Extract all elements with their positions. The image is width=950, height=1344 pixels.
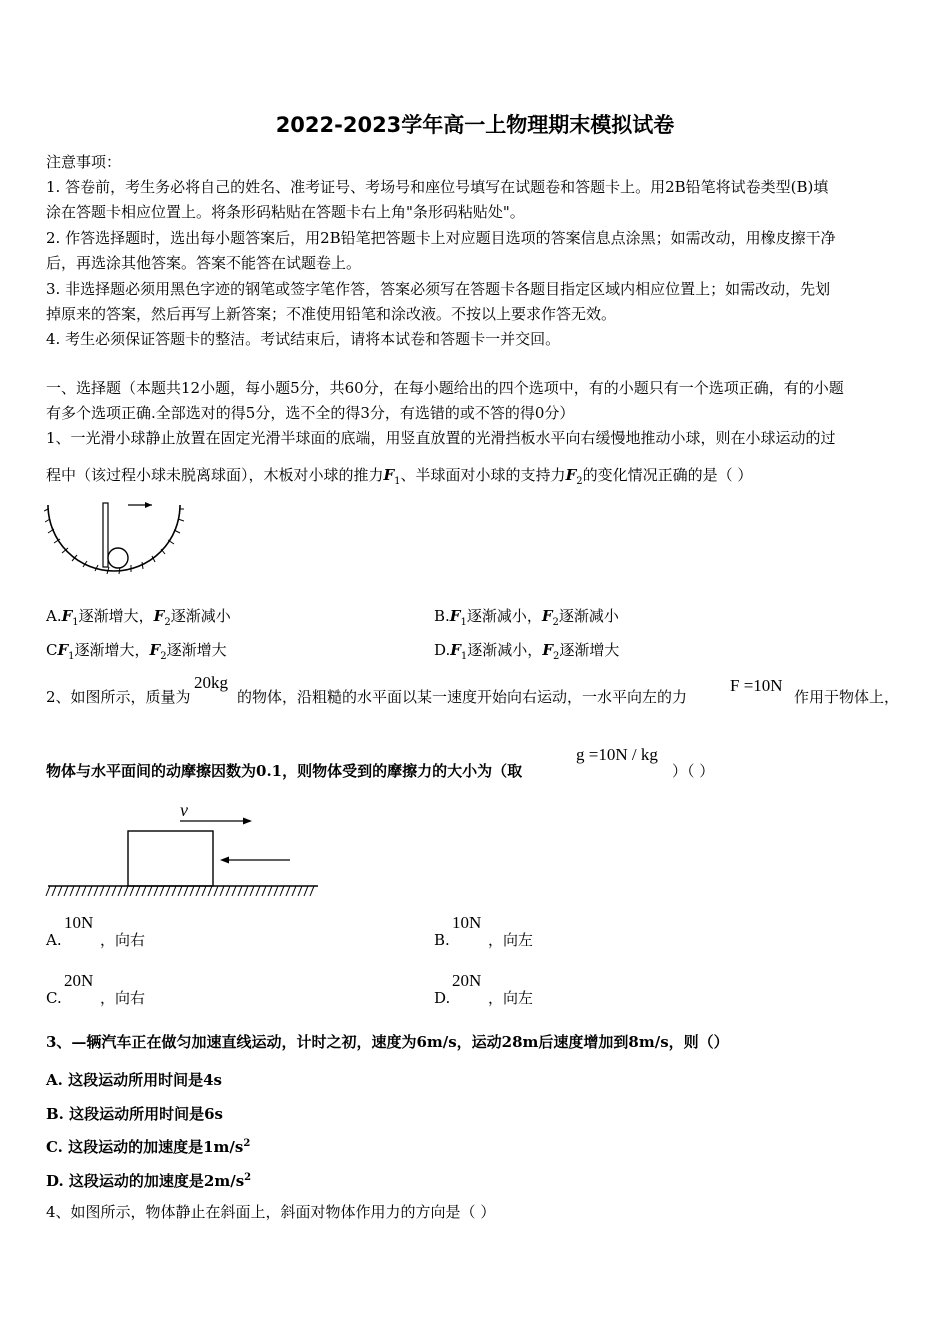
section-heading: 一、选择题（本题共12小题，每小题5分，共60分，在每小题给出的四个选项中，有的小题只有一个选项正确，有的小题 [46,379,844,397]
option-b[interactable]: B. 这段运动所用时间是6s [46,1105,224,1123]
section-heading: 有多个选项正确.全部选对的得5分，选不全的得3分，有选错的或不答的得0分） [46,404,575,422]
option-c[interactable]: $CF_1$逐渐增大，$F_2$逐渐增大 [46,641,227,662]
notice-line: 掉原来的答案，然后再写上新答案；不准使用铅笔和涂改液。不按以上要求作答无效。 [46,305,617,323]
question-3-stem: 3、—辆汽车正在做匀加速直线运动，计时之初，速度为6m/s，运动28m后速度增加到8m/s，则（） [46,1033,729,1051]
page-title: 2022-2023学年高一上物理期末模拟试卷 [275,113,675,137]
notice-line: 1. 答卷前，考生务必将自己的姓名、准考证号、考场号和座位号填写在试题卷和答题卡上。用2B铅笔将试卷类型(B)填 [46,178,829,196]
option-a[interactable]: A. 这段运动所用时间是4s [46,1071,222,1089]
notice-line: 2. 作答选择题时，选出每小题答案后，用2B铅笔把答题卡上对应题目选项的答案信息点涂黑；如需改动，用橡皮擦干净 [46,229,836,247]
mass-value: 20kg [194,673,228,692]
notice-line: 4. 考生必须保证答题卡的整洁。考试结束后，请将本试卷和答题卡一并交回。 [46,330,561,348]
notice-heading: 注意事项： [46,153,122,171]
question-4-stem: 4、如图所示，物体静止在斜面上，斜面对物体作用力的方向是（ ） [46,1203,496,1221]
option-b[interactable]: $B.F_1$逐渐减小，$F_2$逐渐减小 [434,607,619,628]
force-value: F =10N [730,676,783,695]
hemisphere-diagram [44,497,184,577]
question-1-stem: 1、一光滑小球静止放置在固定光滑半球面的底端，用竖直放置的光滑挡板水平向右缓慢地推动小球，则在小球运动的过 [46,429,836,447]
notice-line: 涂在答题卡相应位置上。将条形码粘贴在答题卡右上角"条形码粘贴处"。 [46,203,525,221]
option-a[interactable]: $A.F_1$逐渐增大，$F_2$逐渐减小 [46,607,231,628]
question-1-stem: 程中（该过程小球未脱离球面），木板对小球的推力$F_1$、半球面对小球的支持力$F_2$的变化情况正确的是（ ） [46,466,753,487]
option-d[interactable]: D. 这段运动的加速度是$2m/s^2$ [46,1172,252,1190]
option-d[interactable]: $D.F_1$逐渐减小，$F_2$逐渐增大 [434,641,620,662]
velocity-label: v [180,800,188,820]
notice-line: 3. 非选择题必须用黑色字迹的钢笔或签字笔作答，答案必须写在答题卡各题目指定区域内相应位置上；如需改动，先划 [46,280,831,298]
g-value: g =10N / kg [576,745,658,764]
option-c[interactable]: C. 这段运动的加速度是$1m/s^2$ [46,1138,251,1156]
notice-line: 后，再选涂其他答案。答案不能答在试题卷上。 [46,254,362,272]
